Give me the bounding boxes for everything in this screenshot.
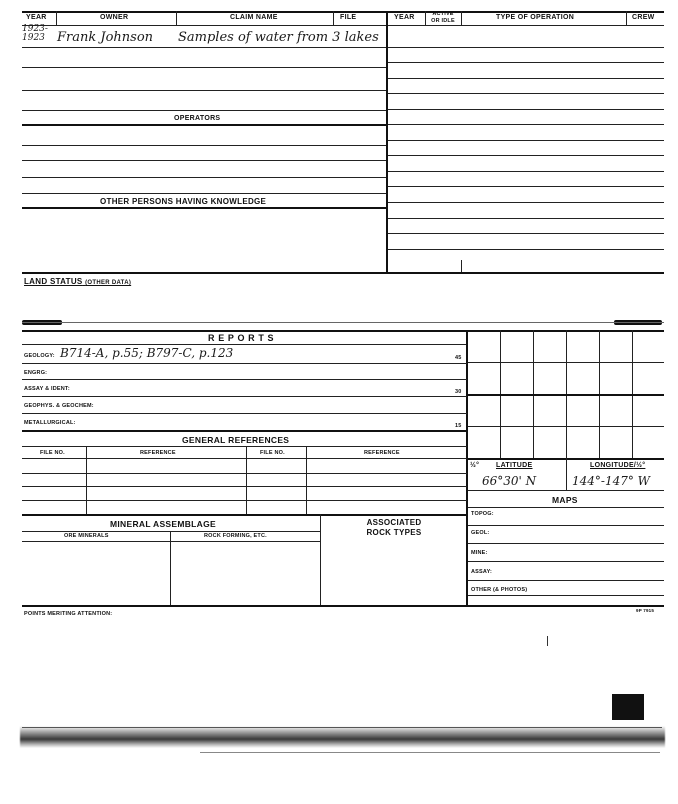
col-divider bbox=[566, 458, 567, 490]
col-divider bbox=[425, 11, 426, 25]
col-divider bbox=[626, 11, 627, 25]
block-bottom-rule bbox=[22, 272, 664, 274]
operators-rule bbox=[22, 124, 386, 126]
row-line bbox=[388, 218, 664, 219]
row-line bbox=[22, 363, 467, 364]
reference-header-1: REFERENCE bbox=[140, 450, 176, 456]
reports-heading: R E P O R T S bbox=[208, 333, 275, 343]
row-line bbox=[388, 171, 664, 172]
row-line bbox=[388, 124, 664, 125]
general-references-heading: GENERAL REFERENCES bbox=[182, 435, 290, 445]
row-line bbox=[22, 531, 320, 532]
scan-noise-line bbox=[200, 752, 660, 753]
reports-bottom-rule bbox=[22, 605, 664, 607]
row-line bbox=[22, 500, 467, 501]
grid-row bbox=[468, 394, 664, 396]
mineral-assemblage-heading: MINERAL ASSEMBLAGE bbox=[110, 519, 216, 529]
rock-forming-header: ROCK FORMING, ETC. bbox=[204, 533, 267, 539]
header-crew: CREW bbox=[632, 14, 655, 21]
num-30: 30 bbox=[455, 389, 462, 395]
row-line bbox=[22, 160, 386, 161]
num-45: 45 bbox=[455, 355, 462, 361]
header-bottom-rule bbox=[22, 25, 664, 26]
row-line bbox=[22, 514, 467, 516]
col-divider bbox=[461, 11, 462, 25]
row-line bbox=[468, 543, 664, 544]
header-owner: OWNER bbox=[100, 14, 129, 21]
row-line bbox=[22, 379, 467, 380]
form-number: 9P 7915 bbox=[636, 608, 655, 613]
col-divider bbox=[176, 11, 177, 25]
row-line bbox=[22, 396, 467, 397]
stray-mark bbox=[547, 636, 548, 646]
row-line bbox=[388, 47, 664, 48]
row-line bbox=[388, 78, 664, 79]
scan-noise-line bbox=[22, 727, 662, 728]
row-line bbox=[22, 193, 386, 194]
maps-assay: ASSAY: bbox=[471, 569, 493, 575]
row-line bbox=[468, 561, 664, 562]
other-persons-heading: OTHER PERSONS HAVING KNOWLEDGE bbox=[100, 197, 267, 206]
grid-row bbox=[468, 426, 664, 427]
row-line bbox=[22, 430, 467, 432]
col-divider bbox=[306, 446, 307, 514]
row-line bbox=[388, 93, 664, 94]
entry-owner: Frank Johnson bbox=[57, 30, 154, 45]
row-line bbox=[22, 486, 467, 487]
maps-topog: TOPOG: bbox=[471, 511, 494, 517]
longitude-value: 144°-147° W bbox=[572, 474, 651, 488]
row-line bbox=[468, 507, 664, 508]
header-year-2: YEAR bbox=[394, 14, 415, 21]
num-15: 15 bbox=[455, 423, 462, 429]
file-no-header-1: FILE NO. bbox=[40, 450, 65, 456]
row-line bbox=[22, 344, 467, 345]
row-line bbox=[388, 140, 664, 141]
row-line bbox=[22, 473, 467, 474]
row-line bbox=[22, 177, 386, 178]
col-divider bbox=[333, 11, 334, 25]
header-year: YEAR bbox=[26, 14, 47, 21]
associated-rock-types-2: ROCK TYPES bbox=[366, 528, 422, 537]
row-line bbox=[22, 458, 467, 459]
lat-prefix: ½° bbox=[470, 462, 480, 469]
maps-heading: MAPS bbox=[552, 495, 578, 505]
reports-vertical-divider bbox=[466, 330, 468, 605]
col-divider bbox=[86, 446, 87, 514]
grid-row bbox=[468, 362, 664, 363]
reports-top-rule bbox=[22, 322, 664, 323]
scan-block-mark bbox=[612, 694, 644, 720]
geophys-label: GEOPHYS. & GEOCHEM: bbox=[24, 403, 94, 409]
row-line bbox=[22, 446, 467, 447]
row-line bbox=[388, 202, 664, 203]
row-line bbox=[388, 233, 664, 234]
reference-header-2: REFERENCE bbox=[364, 450, 400, 456]
header-active-1: ACTIVE bbox=[432, 11, 454, 17]
engrg-label: ENGRG: bbox=[24, 370, 48, 376]
header-type-of-operation: TYPE OF OPERATION bbox=[496, 14, 575, 21]
operators-heading: OPERATORS bbox=[174, 115, 221, 122]
row-line bbox=[388, 186, 664, 187]
row-line bbox=[22, 413, 467, 414]
other-persons-rule bbox=[22, 207, 386, 209]
header-file: FILE bbox=[340, 14, 357, 21]
file-no-header-2: FILE NO. bbox=[260, 450, 285, 456]
row-line bbox=[22, 110, 386, 111]
latitude-value: 66°30' N bbox=[482, 474, 537, 488]
col-divider bbox=[170, 531, 171, 605]
row-line bbox=[388, 155, 664, 156]
longitude-label: LONGITUDE/½° bbox=[590, 462, 646, 469]
row-line bbox=[22, 541, 320, 542]
maps-mine: MINE: bbox=[471, 550, 488, 556]
geology-label: GEOLOGY: bbox=[24, 353, 55, 359]
row-line bbox=[22, 145, 386, 146]
header-claim-name: CLAIM NAME bbox=[230, 14, 278, 21]
row-line bbox=[468, 525, 664, 526]
associated-rock-types-1: ASSOCIATED bbox=[366, 518, 422, 527]
row-line bbox=[468, 490, 664, 491]
latitude-label: LATITUDE bbox=[496, 462, 533, 469]
row-line bbox=[468, 595, 664, 596]
maps-other: OTHER (& PHOTOS) bbox=[471, 587, 528, 593]
maps-geol: GEOL: bbox=[471, 530, 490, 536]
col-divider bbox=[246, 446, 247, 514]
row-line bbox=[22, 90, 386, 91]
row-line bbox=[22, 67, 386, 68]
top-rule bbox=[22, 11, 664, 13]
entry-year-2: 1923 bbox=[22, 33, 45, 43]
row-line bbox=[388, 62, 664, 63]
assay-label: ASSAY & IDENT: bbox=[24, 386, 70, 392]
row-line bbox=[388, 109, 664, 110]
col-divider bbox=[320, 514, 321, 605]
entry-year-1: 1923- bbox=[22, 24, 48, 34]
header-active-2: OR IDLE bbox=[431, 18, 455, 24]
land-status-heading: LAND STATUS (OTHER DATA) bbox=[24, 277, 132, 286]
scan-noise-band bbox=[20, 726, 665, 748]
entry-claim: Samples of water from 3 lakes bbox=[178, 30, 379, 45]
col-divider bbox=[461, 260, 462, 272]
col-divider bbox=[56, 11, 57, 25]
points-meriting-attention: POINTS MERITING ATTENTION: bbox=[24, 611, 113, 617]
row-line bbox=[22, 47, 386, 48]
geology-value: B714-A, p.55; B797-C, p.123 bbox=[60, 346, 234, 360]
ore-minerals-header: ORE MINERALS bbox=[64, 533, 109, 539]
row-line bbox=[388, 249, 664, 250]
row-line bbox=[468, 580, 664, 581]
metallurgical-label: METALLURGICAL: bbox=[24, 420, 76, 426]
